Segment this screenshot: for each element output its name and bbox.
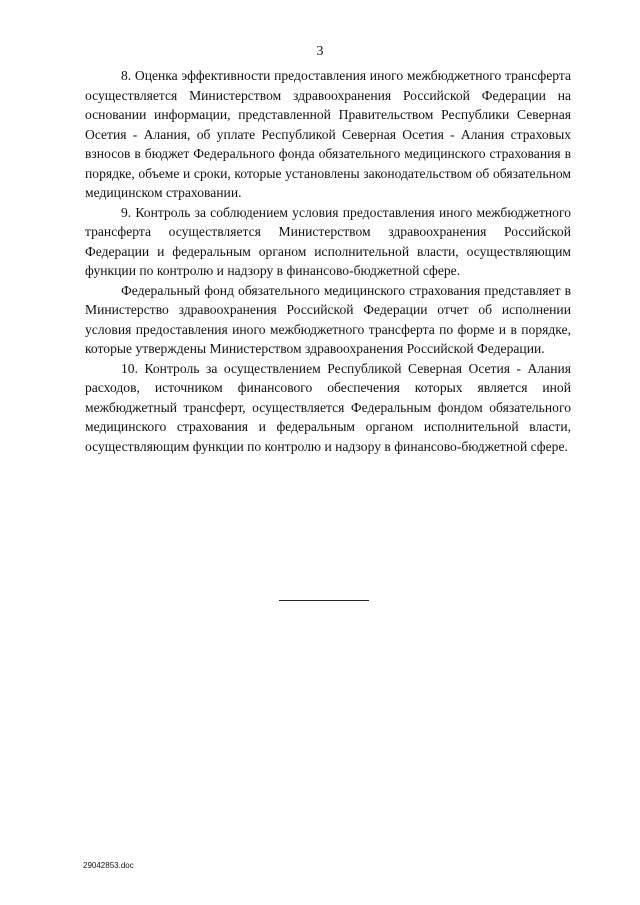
paragraph-10: 10. Контроль за осуществлением Республикой Северная Осетия - Алания расходов, источником финансового обеспечения которых является иной межбюджетный трансферт, осуществляется Федеральным фондом обязательного медицинского страхования и федеральным органом исполнительной власти, осуществляющим функции по контролю и надзору в финансово-бюджетной сфере. [85,360,571,454]
end-divider [279,600,369,601]
footer-file-code: 29042853.doc [83,861,134,870]
paragraph-9: 9. Контроль за соблюдением условия предоставления иного межбюджетного трансферта осуществляется Министерством здравоохранения Российской Федерации и федеральным органом исполнительной власти, осуществляющим функции по контролю и надзору в финансово-бюджетной сфере. [85,204,571,278]
document-body [85,66,571,456]
page-number: 3 [316,44,324,59]
paragraph-9-report: Федеральный фонд обязательного медицинского страхования представляет в Министерство здравоохранения Российской Федерации отчет об исполнении условия предоставления иного межбюджетного трансферта по форме и в порядке, которые утверждены Министерством здравоохранения Российской Федерации. [85,282,571,356]
paragraph-8: 8. Оценка эффективности предоставления иного межбюджетного трансферта осуществляется Министерством здравоохранения Российской Федерации на основании информации, представленной Правительством Республики Северная Осетия - Алания, об уплате Республикой Северная Осетия - Алания страховых взносов в бюджет Федерального фонда обязательного медицинского страхования в порядке, объеме и сроки, которые установлены законодательством об обязательном медицинском страховании. [85,68,571,200]
